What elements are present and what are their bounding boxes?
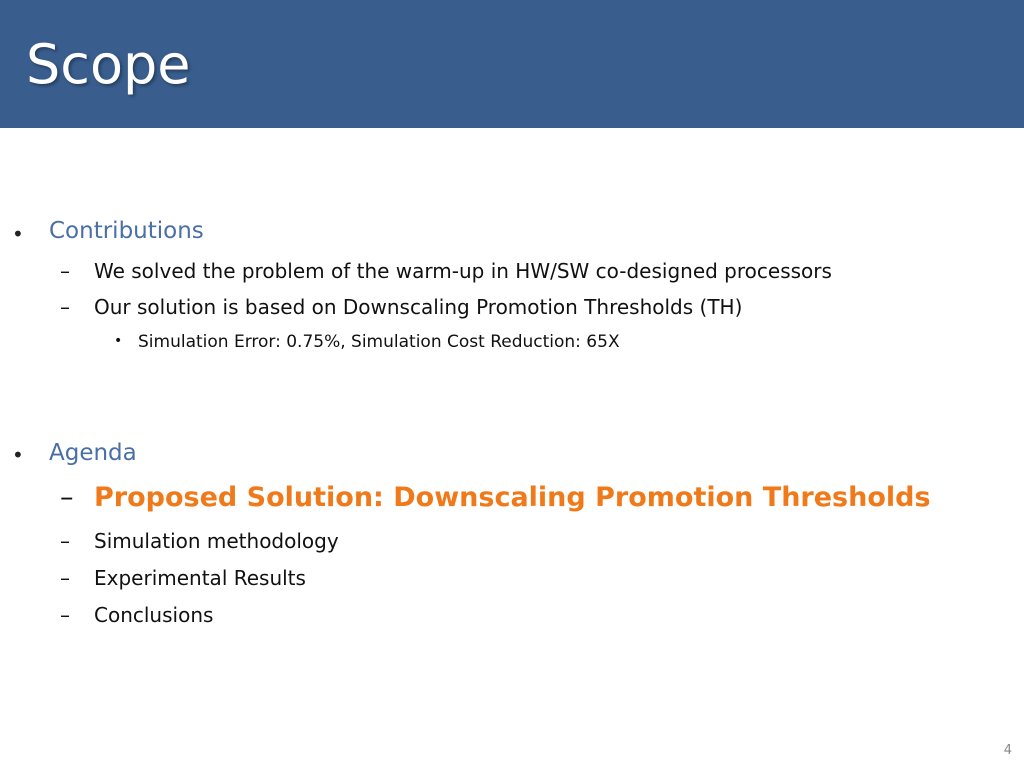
contribution-item: We solved the problem of the warm-up in HW/SW co-designed processors [94,259,832,283]
slide-title: Scope [26,33,191,96]
page-number: 4 [1003,743,1012,758]
dash-marker: – [60,259,70,283]
dash-marker: – [60,295,70,319]
dash-marker: – [60,529,70,553]
agenda-item: Simulation methodology [94,529,339,553]
contribution-item: Our solution is based on Downscaling Promotion Thresholds (TH) [94,295,743,319]
agenda-item: Experimental Results [94,566,306,590]
dash-marker: – [60,482,74,513]
agenda-item: Conclusions [94,603,214,627]
dash-marker: – [60,566,70,590]
bullet-marker: • [12,222,24,246]
agenda-highlighted-item: Proposed Solution: Downscaling Promotion Thresholds [94,482,931,513]
contribution-sub-item: Simulation Error: 0.75%, Simulation Cost Reduction: 65X [138,332,620,352]
contributions-heading: Contributions [49,218,204,244]
agenda-heading: Agenda [49,440,137,466]
bullet-marker: • [114,333,123,349]
bullet-marker: • [12,443,24,467]
dash-marker: – [60,603,70,627]
